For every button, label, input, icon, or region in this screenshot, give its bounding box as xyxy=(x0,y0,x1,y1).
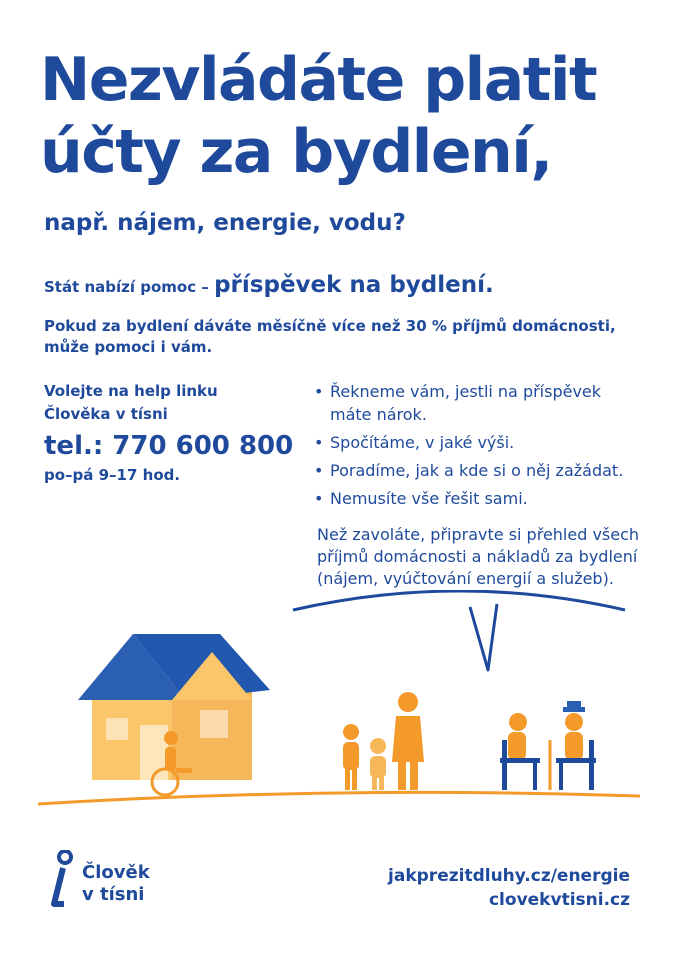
family-icon xyxy=(343,692,424,790)
logo-line-2: v tísni xyxy=(82,884,145,905)
headline xyxy=(40,44,660,188)
list-item: • Spočítáme, v jaké výši. xyxy=(314,431,644,454)
headline-line-2: účty za bydlení, xyxy=(40,117,552,187)
opening-hours: po–pá 9–17 hod. xyxy=(44,466,181,484)
condition-line-1: Pokud za bydlení dáváte měsíčně více než 30 % příjmů domácnosti, xyxy=(44,317,616,335)
helpline-line-2: Člověka v tísni xyxy=(44,405,168,423)
logo-line-1: Člověk xyxy=(82,862,150,883)
helpline-line-1: Volejte na help linku xyxy=(44,382,218,400)
ground-line xyxy=(38,792,640,804)
list-item: • Řekneme vám, jestli na příspěvek máte nárok. xyxy=(314,380,644,426)
headline-line-1: Nezvládáte platit xyxy=(40,45,597,115)
link-energie[interactable]: jakprezitdluhy.cz/energie xyxy=(388,866,630,886)
seated-people-icon xyxy=(500,701,596,790)
offer-highlight: příspěvek na bydlení xyxy=(214,272,485,298)
subheadline: např. nájem, energie, vodu? xyxy=(44,210,406,236)
illustration xyxy=(0,590,675,830)
offer-line xyxy=(44,272,494,298)
helpline-block xyxy=(44,380,314,487)
condition-line-2: může pomoci i vám. xyxy=(44,338,213,356)
clovek-v-tisni-logo-icon xyxy=(50,850,78,914)
list-item: • Nemusíte vše řešit sami. xyxy=(314,487,644,510)
website-links xyxy=(360,864,630,912)
link-clovekvtisni[interactable]: clovekvtisni.cz xyxy=(488,890,630,910)
offer-suffix: . xyxy=(485,272,494,298)
logo-text xyxy=(82,862,150,906)
phone-number[interactable]: tel.: 770 600 800 xyxy=(44,431,294,461)
services-list xyxy=(314,380,644,515)
list-item: • Poradíme, jak a kde si o něj zažádat. xyxy=(314,459,644,482)
speech-bubble-icon xyxy=(293,591,625,670)
offer-prefix: Stát nabízí pomoc – xyxy=(44,278,209,296)
preparation-note: Než zavoláte, připravte si přehled všech příjmů domácnosti a nákladů za bydlení (nájem, vyúčtování energií a služeb). xyxy=(317,525,640,588)
eligibility-condition xyxy=(44,316,644,358)
